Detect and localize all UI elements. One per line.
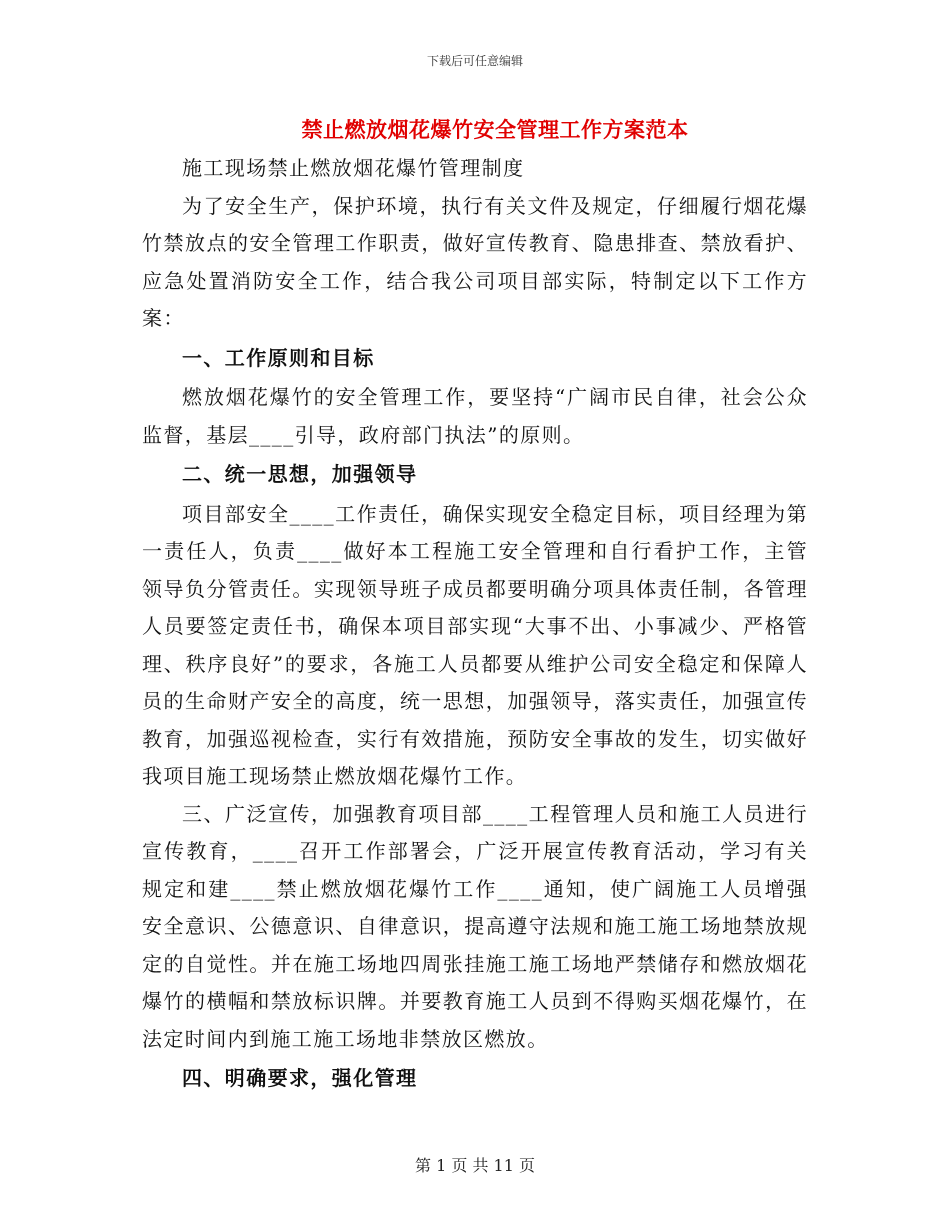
- section-paragraph-1: 燃放烟花爆竹的安全管理工作，要坚持“广阔市民自律，社会公众监督，基层____引导，政府部门执法”的原则。: [142, 385, 808, 447]
- page-number: 第 1 页 共 11 页: [415, 1156, 535, 1175]
- subtitle-paragraph: 施工现场禁止燃放烟花爆竹管理制度: [182, 156, 525, 180]
- section-heading-1: 一、工作原则和目标: [182, 345, 375, 370]
- intro-paragraph: 为了安全生产，保护环境，执行有关文件及规定，仔细履行烟花爆竹禁放点的安全管理工作职责，做好宣传教育、隐患排查、禁放看护、应急处置消防安全工作，结合我公司项目部实际，特制定以下工作方案：: [142, 193, 808, 330]
- download-note: 下载后可任意编辑: [426, 54, 523, 68]
- section-heading-2: 二、统一思想，加强领导: [182, 462, 418, 486]
- section-paragraph-3: 三、广泛宣传，加强教育项目部____工程管理人员和施工人员进行宣传教育，____召开工作部署会，广泛开展宣传教育活动，学习有关规定和建____禁止燃放烟花爆竹工作____通知，使广阔施工人员增强安全意识、公德意识、自律意识，提高遵守法规和施工施工场地禁放规定的自觉性。并在施工场地四周张挂施工施工场地严禁储存和燃放烟花爆竹的横幅和禁放标识牌。并要教育施工人员到不得购买烟花爆竹，在法定时间内到施工施工场地非禁放区燃放。: [142, 801, 808, 1051]
- document-title: 禁止燃放烟花爆竹安全管理工作方案范本: [301, 117, 689, 142]
- section-paragraph-2: 项目部安全____工作责任，确保实现安全稳定目标，项目经理为第一责任人，负责____做好本工程施工安全管理和自行看护工作，主管领导负分管责任。实现领导班子成员都要明确分项具体责任制，各管理人员要签定责任书，确保本项目部实现“大事不出、小事减少、严格管理、秩序良好”的要求，各施工人员都要从维护公司安全稳定和保障人员的生命财产安全的高度，统一思想，加强领导，落实责任，加强宣传教育，加强巡视检查，实行有效措施，预防安全事故的发生，切实做好我项目施工现场禁止燃放烟花爆竹工作。: [142, 501, 808, 788]
- document-body: [142, 150, 808, 1100]
- section-heading-4: 四、明确要求，强化管理: [182, 1066, 418, 1090]
